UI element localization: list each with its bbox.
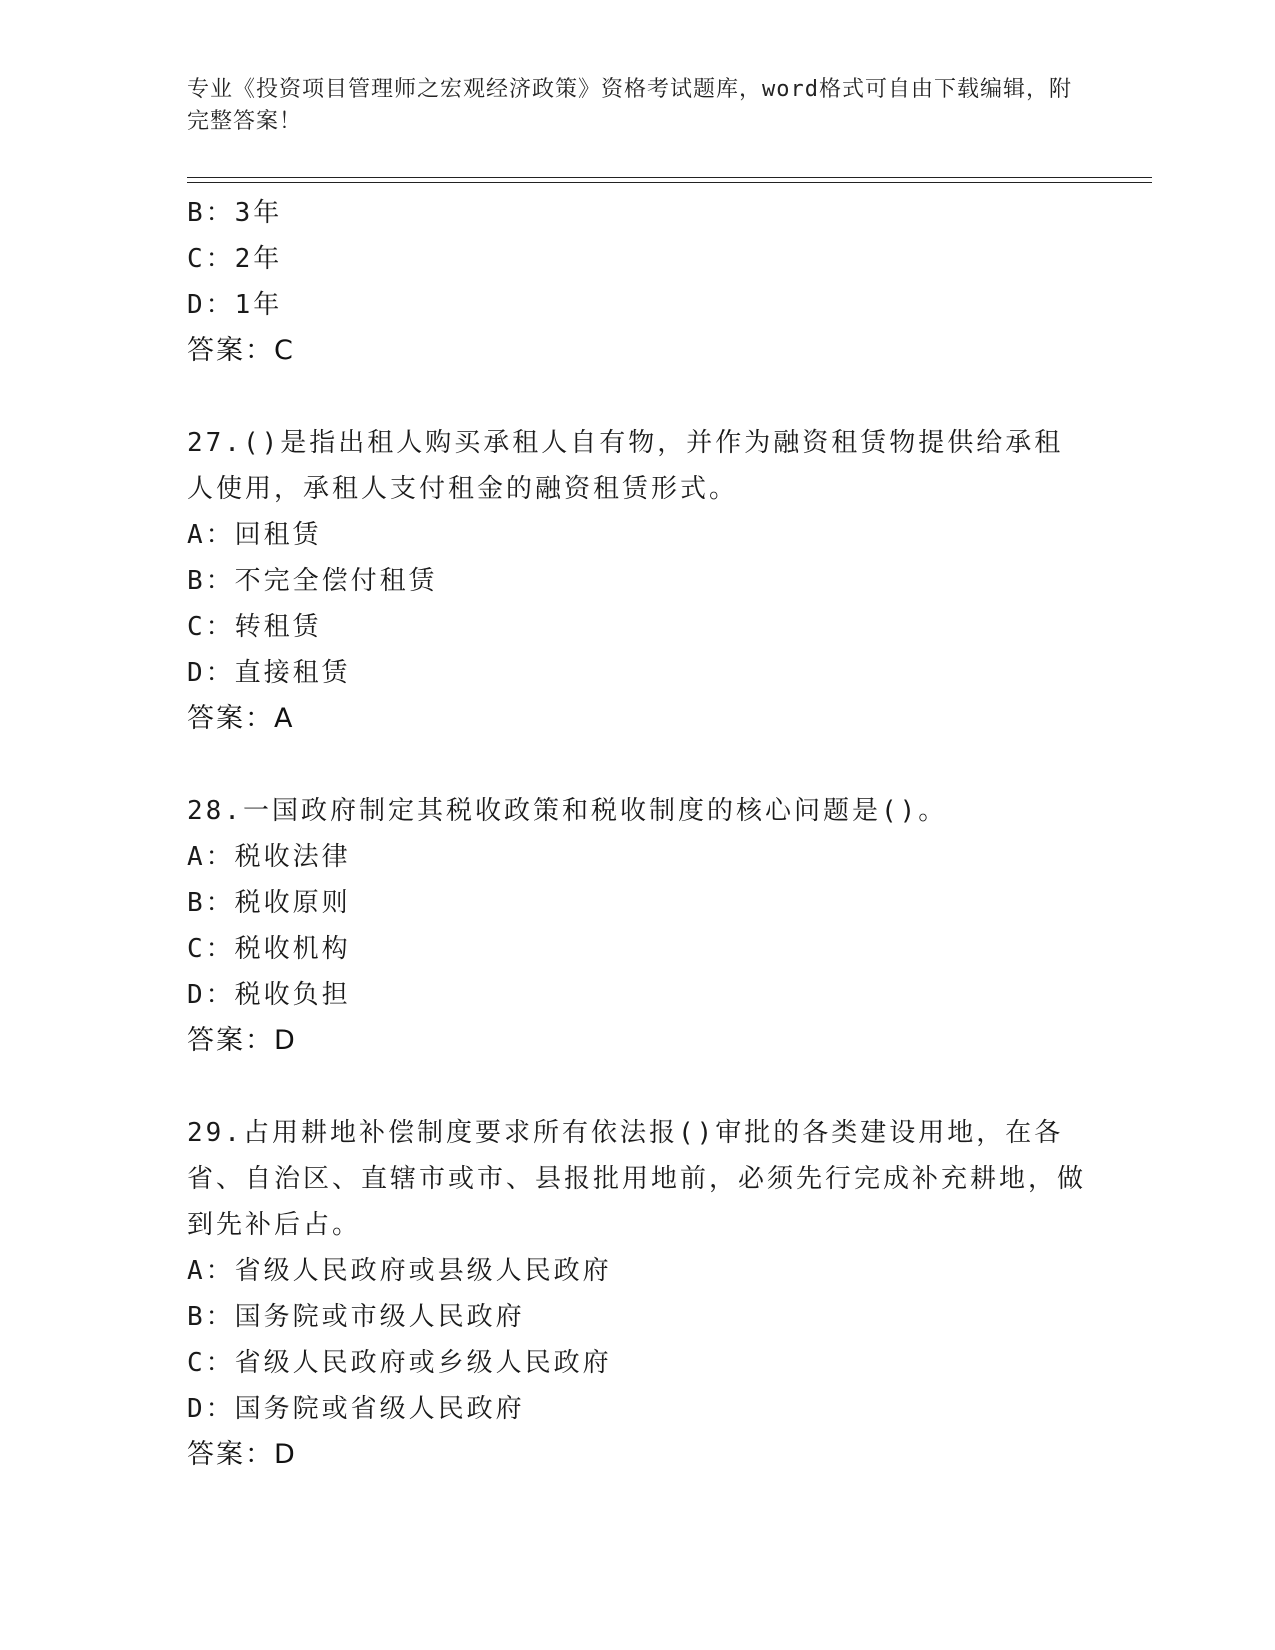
- question-stem: 27.()是指出租人购买承租人自有物，并作为融资租赁物提供给承租人使用，承租人支付租金的融资租赁形式。: [187, 428, 1064, 504]
- option-d: D：直接租赁: [187, 658, 351, 688]
- answer-line: 答案：A: [187, 703, 295, 734]
- question-28: [187, 788, 1087, 1064]
- question-29: [187, 1110, 1087, 1478]
- option-b: B：税收原则: [187, 888, 351, 918]
- answer-line: 答案：D: [187, 1025, 297, 1056]
- option-d: D：国务院或省级人民政府: [187, 1394, 525, 1424]
- question-stem: 29.占用耕地补偿制度要求所有依法报()审批的各类建设用地，在各省、自治区、直辖市或市、县报批用地前，必须先行完成补充耕地，做到先补后占。: [187, 1118, 1087, 1240]
- answer-line: 答案：D: [187, 1439, 297, 1470]
- option-b: B：国务院或市级人民政府: [187, 1302, 525, 1332]
- option-b: B：不完全偿付租赁: [187, 566, 438, 596]
- option-c: C：省级人民政府或乡级人民政府: [187, 1348, 612, 1378]
- option-a: A：省级人民政府或县级人民政府: [187, 1256, 612, 1286]
- option-c: C：2年: [187, 244, 283, 274]
- option-d: D：税收负担: [187, 980, 351, 1010]
- option-c: C：税收机构: [187, 934, 351, 964]
- option-c: C：转租赁: [187, 612, 322, 642]
- question-stem: 28.一国政府制定其税收政策和税收制度的核心问题是()。: [187, 796, 948, 826]
- question-list: [187, 190, 1087, 1478]
- header-divider-top: [187, 177, 1152, 178]
- question-27: [187, 420, 1087, 742]
- header-divider-bottom: [187, 182, 1152, 183]
- option-a: A：回租赁: [187, 520, 322, 550]
- answer-line: 答案：C: [187, 335, 295, 366]
- option-d: D：1年: [187, 290, 283, 320]
- question-26-continued: [187, 190, 1087, 374]
- document-header: 专业《投资项目管理师之宏观经济政策》资格考试题库，word格式可自由下载编辑，附完整答案！: [187, 77, 1072, 134]
- option-a: A：税收法律: [187, 842, 351, 872]
- option-b: B：3年: [187, 198, 283, 228]
